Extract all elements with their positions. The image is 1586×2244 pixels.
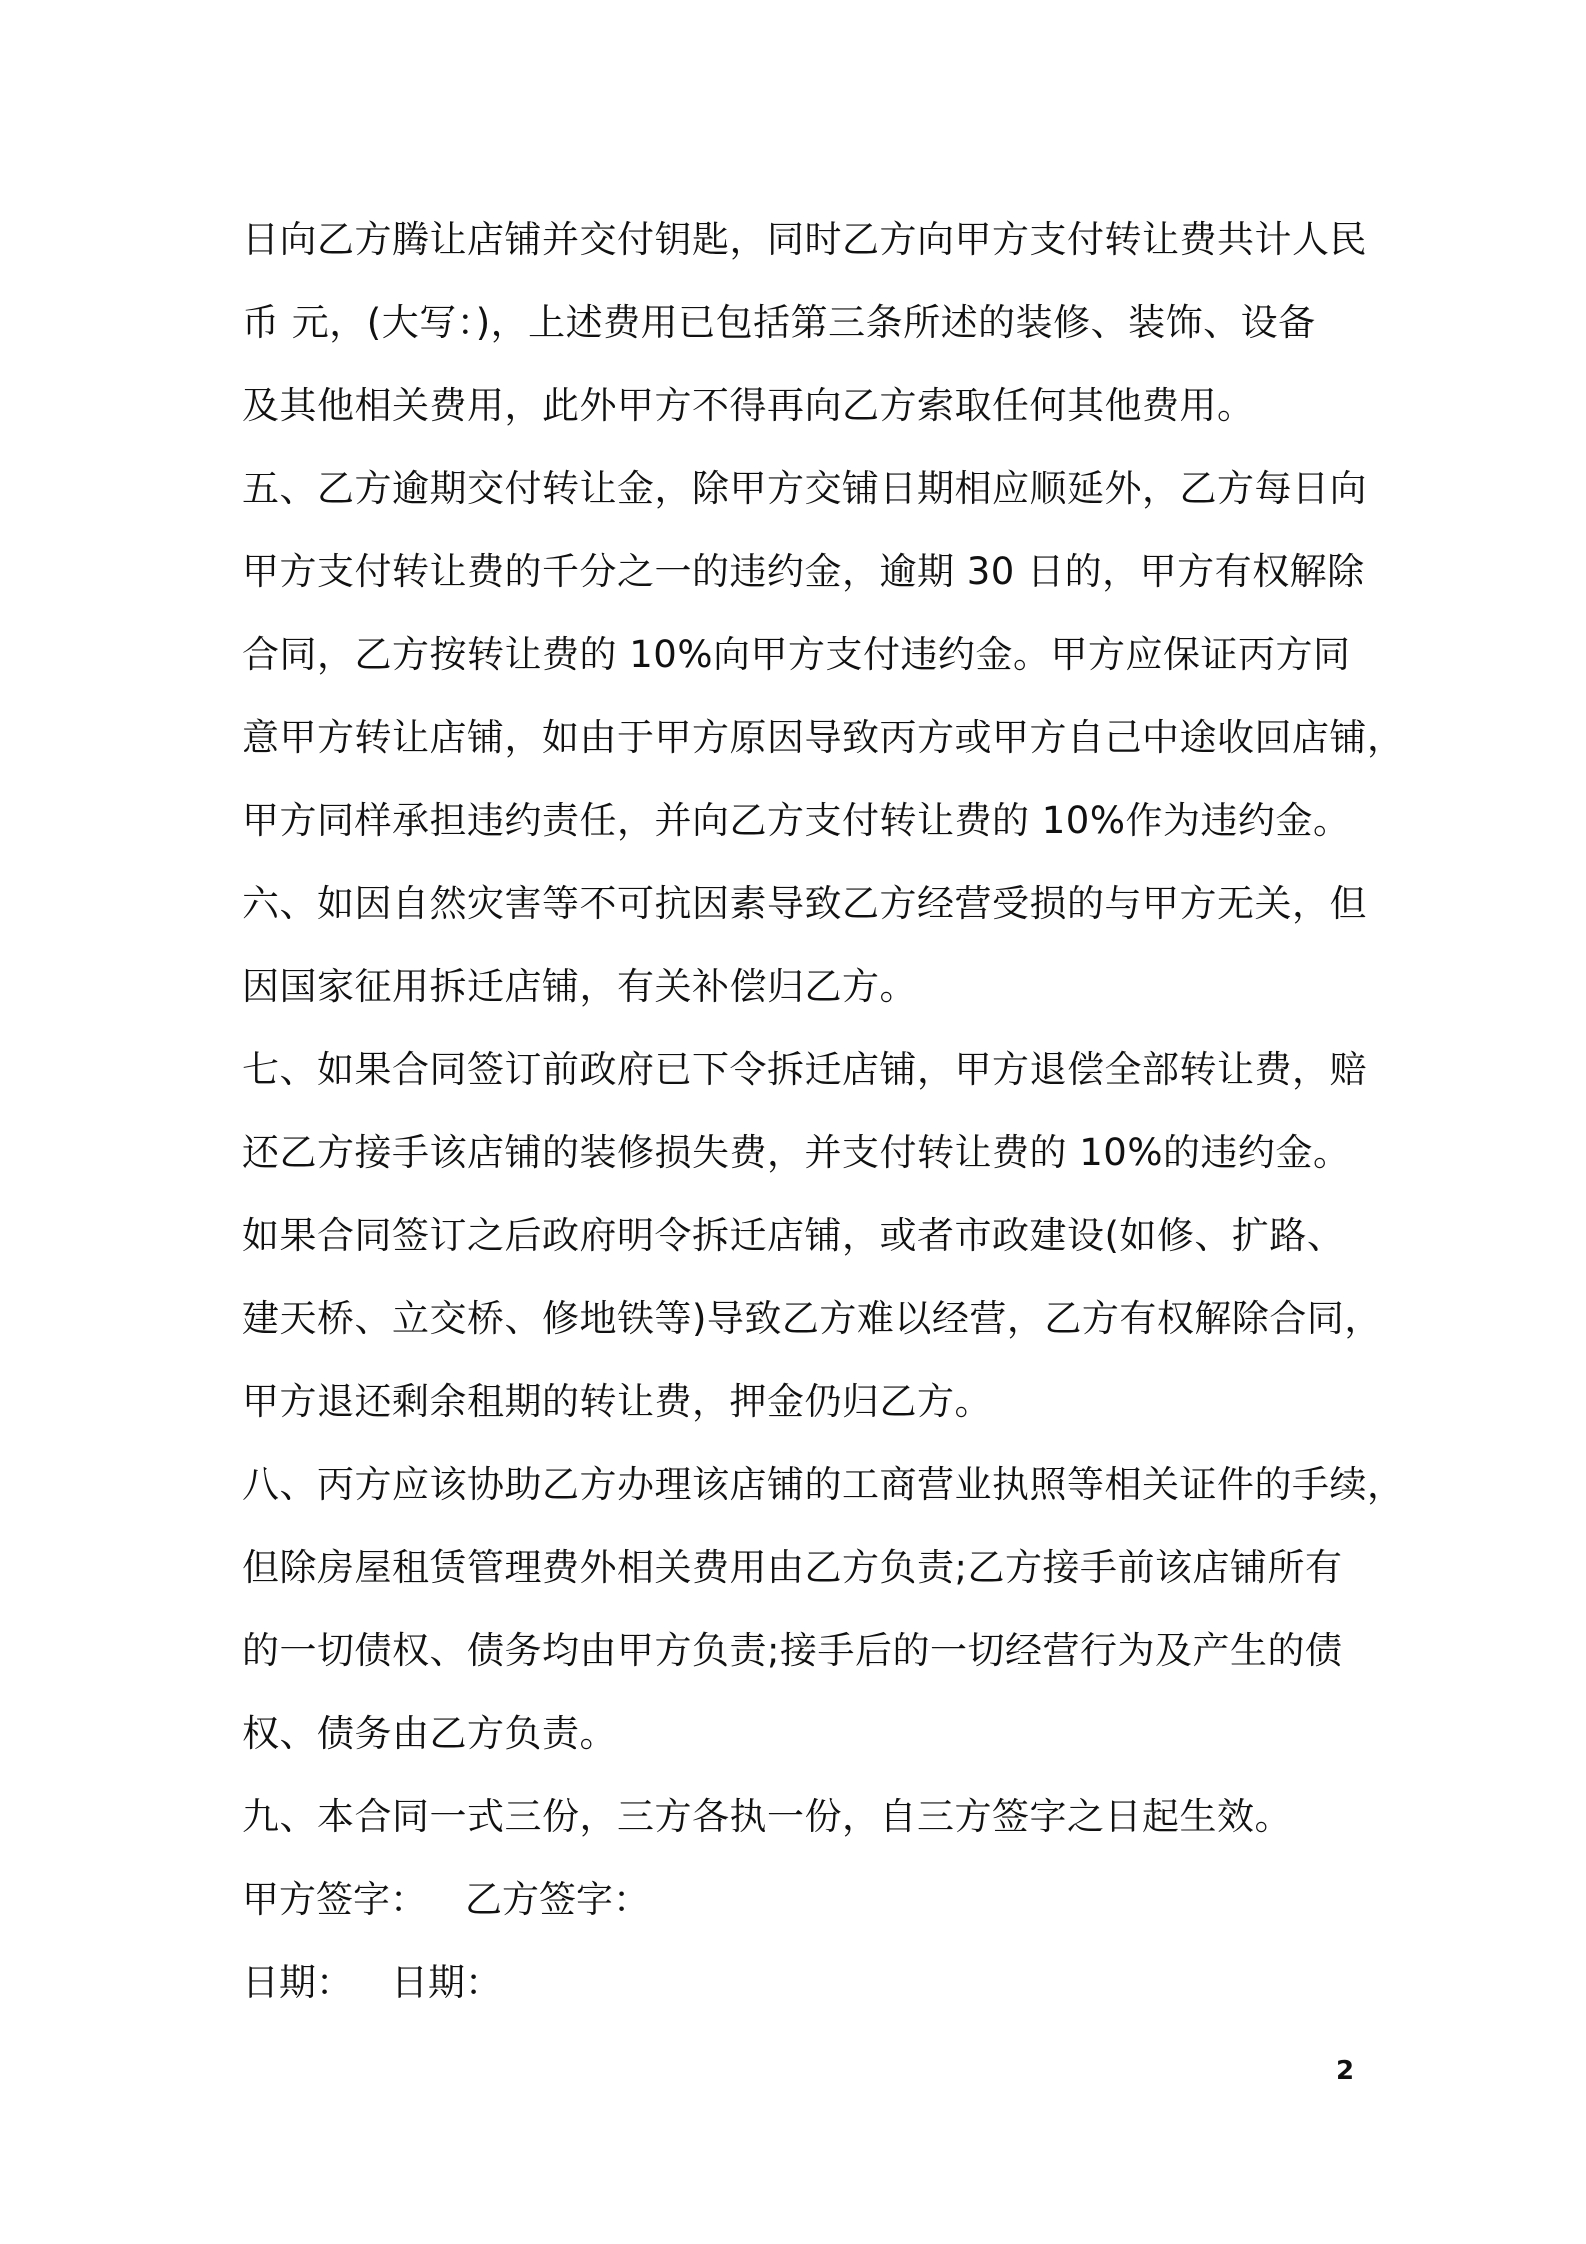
body-line: 因国家征用拆迁店铺，有关补偿归乙方。: [242, 965, 917, 1008]
body-line: 及其他相关费用，此外甲方不得再向乙方索取任何其他费用。: [242, 384, 1255, 427]
clause-seven-line: 七、如果合同签订前政府已下令拆迁店铺，甲方退偿全部转让费，赔: [242, 1048, 1367, 1091]
body-line: 甲方同样承担违约责任，并向乙方支付转让费的 10%作为违约金。: [242, 799, 1351, 842]
clause-eight-line: 八、丙方应该协助乙方办理该店铺的工商营业执照等相关证件的手续，: [242, 1463, 1405, 1506]
signature-row: [242, 1858, 1382, 1941]
clause-five-line: 五、乙方逾期交付转让金，除甲方交铺日期相应顺延外，乙方每日向: [242, 467, 1367, 510]
party-a-signature-label: 甲方签字：: [242, 1878, 427, 1921]
body-line: 甲方退还剩余租期的转让费，押金仍归乙方。: [242, 1380, 992, 1423]
party-b-signature-label: 乙方签字：: [465, 1878, 650, 1921]
clause-six-line: 六、如因自然灾害等不可抗因素导致乙方经营受损的与甲方无关，但: [242, 882, 1367, 925]
body-line: 币 元，(大写：)，上述费用已包括第三条所述的装修、装饰、设备: [242, 301, 1316, 344]
body-line: 如果合同签订之后政府明令拆迁店铺，或者市政建设(如修、扩路、: [242, 1214, 1345, 1257]
party-b-date-label: 日期：: [391, 1961, 502, 2004]
body-line: 甲方支付转让费的千分之一的违约金，逾期 30 日的，甲方有权解除: [242, 550, 1365, 593]
page-number: 2: [1336, 2056, 1355, 2086]
party-a-date-label: 日期：: [242, 1961, 353, 2004]
body-line: 建天桥、立交桥、修地铁等)导致乙方难以经营，乙方有权解除合同，: [242, 1297, 1382, 1340]
body-line: 合同，乙方按转让费的 10%向甲方支付违约金。甲方应保证丙方同: [242, 633, 1351, 676]
body-line: 但除房屋租赁管理费外相关费用由乙方负责;乙方接手前该店铺所有: [242, 1546, 1343, 1589]
body-line: 的一切债权、债务均由甲方负责;接手后的一切经营行为及产生的债: [242, 1629, 1343, 1672]
body-line: 还乙方接手该店铺的装修损失费，并支付转让费的 10%的违约金。: [242, 1131, 1351, 1174]
body-line: 权、债务由乙方负责。: [242, 1712, 617, 1755]
body-line: 日向乙方腾让店铺并交付钥匙，同时乙方向甲方支付转让费共计人民: [242, 218, 1367, 261]
date-row: [242, 1941, 1382, 2024]
clause-nine-line: 九、本合同一式三份，三方各执一份，自三方签字之日起生效。: [242, 1795, 1292, 1838]
document-body: [242, 198, 1405, 2024]
body-line: 意甲方转让店铺，如由于甲方原因导致丙方或甲方自己中途收回店铺，: [242, 716, 1405, 759]
